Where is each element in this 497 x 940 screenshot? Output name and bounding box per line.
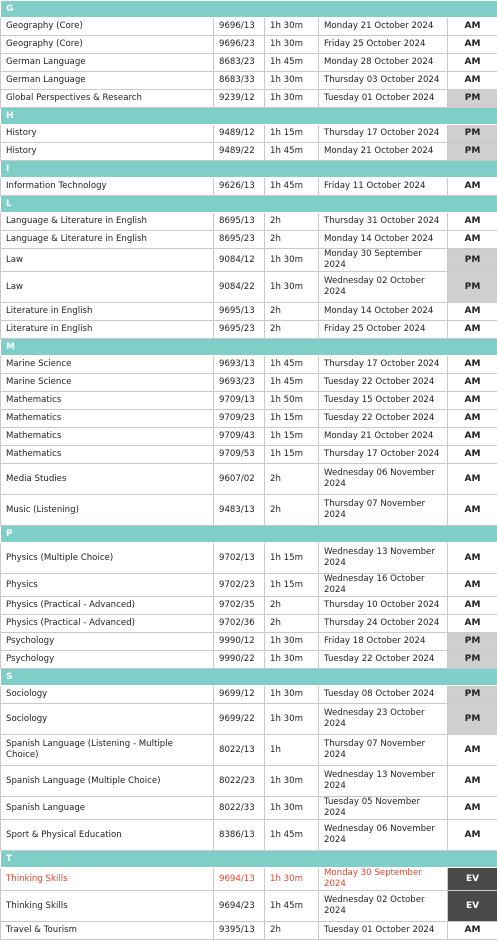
- session-cell: AM: [448, 735, 497, 766]
- session-cell: AM: [448, 72, 497, 90]
- exam-date-cell: Tuesday 22 October 2024: [319, 651, 448, 669]
- subject-cell: Literature in English: [1, 303, 214, 321]
- exam-date-cell: Thursday 07 November 2024: [319, 735, 448, 766]
- component-code-cell: 9084/12: [214, 249, 265, 272]
- component-code-cell: 9709/23: [214, 410, 265, 428]
- subject-cell: Law: [1, 249, 214, 272]
- duration-cell: 1h 45m: [265, 374, 319, 392]
- exam-row: [1, 72, 497, 90]
- exam-row: [1, 90, 497, 108]
- session-cell: AM: [448, 464, 497, 495]
- exam-date-cell: Friday 11 October 2024: [319, 178, 448, 196]
- exam-date-cell: Tuesday 22 October 2024: [319, 374, 448, 392]
- exam-date-cell: Thursday 24 October 2024: [319, 615, 448, 633]
- duration-cell: 1h 30m: [265, 633, 319, 651]
- subject-cell: Law: [1, 272, 214, 303]
- subject-cell: Geography (Core): [1, 18, 214, 36]
- component-code-cell: 9483/13: [214, 495, 265, 526]
- subject-cell: German Language: [1, 72, 214, 90]
- exam-date-cell: Monday 21 October 2024: [319, 143, 448, 161]
- component-code-cell: 8386/13: [214, 820, 265, 851]
- exam-date-cell: Thursday 07 November 2024: [319, 495, 448, 526]
- exam-row: [1, 735, 497, 766]
- component-code-cell: 9990/12: [214, 633, 265, 651]
- subject-cell: History: [1, 125, 214, 143]
- subject-cell: Psychology: [1, 633, 214, 651]
- subject-cell: Marine Science: [1, 356, 214, 374]
- exam-date-cell: Tuesday 22 October 2024: [319, 410, 448, 428]
- exam-date-cell: Wednesday 13 November 2024: [319, 766, 448, 797]
- duration-cell: 1h 45m: [265, 891, 319, 922]
- duration-cell: 2h: [265, 922, 319, 940]
- subject-cell: Language & Literature in English: [1, 231, 214, 249]
- exam-row: [1, 891, 497, 922]
- exam-date-cell: Tuesday 01 October 2024: [319, 90, 448, 108]
- component-code-cell: 9239/12: [214, 90, 265, 108]
- subject-cell: Psychology: [1, 651, 214, 669]
- section-letter: G: [1, 1, 497, 18]
- exam-date-cell: Wednesday 06 November 2024: [319, 820, 448, 851]
- session-cell: AM: [448, 410, 497, 428]
- exam-date-cell: Tuesday 08 October 2024: [319, 686, 448, 704]
- component-code-cell: 9702/36: [214, 615, 265, 633]
- session-cell: AM: [448, 356, 497, 374]
- duration-cell: 1h 50m: [265, 392, 319, 410]
- session-cell: EV: [448, 868, 497, 891]
- subject-cell: Music (Listening): [1, 495, 214, 526]
- component-code-cell: 8683/23: [214, 54, 265, 72]
- session-cell: PM: [448, 90, 497, 108]
- subject-cell: Mathematics: [1, 392, 214, 410]
- exam-row: [1, 615, 497, 633]
- session-cell: AM: [448, 615, 497, 633]
- duration-cell: 2h: [265, 303, 319, 321]
- subject-cell: Physics (Practical - Advanced): [1, 615, 214, 633]
- component-code-cell: 9709/53: [214, 446, 265, 464]
- session-cell: AM: [448, 797, 497, 820]
- subject-cell: Sociology: [1, 686, 214, 704]
- exam-row: [1, 543, 497, 574]
- exam-row: [1, 18, 497, 36]
- exam-date-cell: Thursday 03 October 2024: [319, 72, 448, 90]
- subject-cell: Spanish Language: [1, 797, 214, 820]
- exam-row: [1, 125, 497, 143]
- exam-row: [1, 495, 497, 526]
- session-cell: PM: [448, 633, 497, 651]
- component-code-cell: 9607/02: [214, 464, 265, 495]
- exam-row: [1, 321, 497, 339]
- component-code-cell: 9694/23: [214, 891, 265, 922]
- duration-cell: 1h 30m: [265, 272, 319, 303]
- subject-cell: Mathematics: [1, 428, 214, 446]
- letter-section-header: [1, 1, 497, 18]
- section-letter: H: [1, 108, 497, 125]
- subject-cell: Physics (Multiple Choice): [1, 543, 214, 574]
- exam-date-cell: Friday 18 October 2024: [319, 633, 448, 651]
- session-cell: PM: [448, 686, 497, 704]
- exam-row: [1, 686, 497, 704]
- component-code-cell: 8022/23: [214, 766, 265, 797]
- component-code-cell: 9084/22: [214, 272, 265, 303]
- duration-cell: 1h 30m: [265, 868, 319, 891]
- session-cell: PM: [448, 125, 497, 143]
- subject-cell: Physics (Practical - Advanced): [1, 597, 214, 615]
- exam-date-cell: Wednesday 13 November 2024: [319, 543, 448, 574]
- component-code-cell: 8683/33: [214, 72, 265, 90]
- exam-row: [1, 143, 497, 161]
- component-code-cell: 9696/23: [214, 36, 265, 54]
- session-cell: AM: [448, 495, 497, 526]
- exam-row: [1, 303, 497, 321]
- exam-row: [1, 597, 497, 615]
- session-cell: EV: [448, 891, 497, 922]
- component-code-cell: 9395/13: [214, 922, 265, 940]
- component-code-cell: 9699/22: [214, 704, 265, 735]
- exam-date-cell: Tuesday 05 November 2024: [319, 797, 448, 820]
- exam-row: [1, 704, 497, 735]
- subject-cell: History: [1, 143, 214, 161]
- duration-cell: 1h 45m: [265, 54, 319, 72]
- duration-cell: 1h 30m: [265, 797, 319, 820]
- exam-row: [1, 231, 497, 249]
- exam-date-cell: Thursday 10 October 2024: [319, 597, 448, 615]
- duration-cell: 2h: [265, 464, 319, 495]
- component-code-cell: 9709/43: [214, 428, 265, 446]
- exam-row: [1, 820, 497, 851]
- subject-cell: Geography (Core): [1, 36, 214, 54]
- exam-row: [1, 392, 497, 410]
- duration-cell: 2h: [265, 615, 319, 633]
- exam-date-cell: Monday 28 October 2024: [319, 54, 448, 72]
- exam-date-cell: Thursday 17 October 2024: [319, 125, 448, 143]
- component-code-cell: 9990/22: [214, 651, 265, 669]
- component-code-cell: 9702/23: [214, 574, 265, 597]
- exam-date-cell: Wednesday 16 October 2024: [319, 574, 448, 597]
- session-cell: AM: [448, 820, 497, 851]
- exam-date-cell: Monday 14 October 2024: [319, 303, 448, 321]
- session-cell: PM: [448, 143, 497, 161]
- component-code-cell: 9709/13: [214, 392, 265, 410]
- exam-row: [1, 178, 497, 196]
- component-code-cell: 8022/33: [214, 797, 265, 820]
- duration-cell: 1h 30m: [265, 72, 319, 90]
- session-cell: AM: [448, 18, 497, 36]
- exam-date-cell: Monday 21 October 2024: [319, 428, 448, 446]
- duration-cell: 1h 30m: [265, 18, 319, 36]
- subject-cell: Thinking Skills: [1, 868, 214, 891]
- session-cell: PM: [448, 272, 497, 303]
- subject-cell: Language & Literature in English: [1, 213, 214, 231]
- duration-cell: 1h 15m: [265, 543, 319, 574]
- component-code-cell: 9695/13: [214, 303, 265, 321]
- exam-date-cell: Monday 30 September 2024: [319, 249, 448, 272]
- duration-cell: 1h 45m: [265, 178, 319, 196]
- duration-cell: 1h 30m: [265, 36, 319, 54]
- subject-cell: Media Studies: [1, 464, 214, 495]
- letter-section-header: [1, 161, 497, 178]
- exam-date-cell: Wednesday 23 October 2024: [319, 704, 448, 735]
- duration-cell: 1h 15m: [265, 125, 319, 143]
- exam-date-cell: Tuesday 01 October 2024: [319, 922, 448, 940]
- letter-section-header: [1, 339, 497, 356]
- exam-row: [1, 633, 497, 651]
- session-cell: AM: [448, 597, 497, 615]
- exam-row: [1, 797, 497, 820]
- section-letter: I: [1, 161, 497, 178]
- exam-row: [1, 213, 497, 231]
- component-code-cell: 8695/13: [214, 213, 265, 231]
- timetable-body: [1, 1, 497, 940]
- component-code-cell: 9696/13: [214, 18, 265, 36]
- duration-cell: 1h 15m: [265, 410, 319, 428]
- section-letter: M: [1, 339, 497, 356]
- duration-cell: 1h 30m: [265, 90, 319, 108]
- subject-cell: Information Technology: [1, 178, 214, 196]
- subject-cell: Travel & Tourism: [1, 922, 214, 940]
- subject-cell: Literature in English: [1, 321, 214, 339]
- exam-row: [1, 922, 497, 940]
- exam-date-cell: Wednesday 06 November 2024: [319, 464, 448, 495]
- component-code-cell: 9693/23: [214, 374, 265, 392]
- duration-cell: 1h 45m: [265, 356, 319, 374]
- session-cell: AM: [448, 231, 497, 249]
- exam-date-cell: Monday 30 September 2024: [319, 868, 448, 891]
- component-code-cell: 9695/23: [214, 321, 265, 339]
- exam-date-cell: Thursday 17 October 2024: [319, 356, 448, 374]
- duration-cell: 2h: [265, 231, 319, 249]
- session-cell: AM: [448, 303, 497, 321]
- subject-cell: Marine Science: [1, 374, 214, 392]
- session-cell: AM: [448, 766, 497, 797]
- session-cell: AM: [448, 392, 497, 410]
- subject-cell: German Language: [1, 54, 214, 72]
- duration-cell: 1h 30m: [265, 704, 319, 735]
- duration-cell: 1h 30m: [265, 686, 319, 704]
- subject-cell: Sport & Physical Education: [1, 820, 214, 851]
- exam-row: [1, 868, 497, 891]
- duration-cell: 1h 15m: [265, 574, 319, 597]
- session-cell: AM: [448, 36, 497, 54]
- duration-cell: 1h 15m: [265, 446, 319, 464]
- session-cell: PM: [448, 651, 497, 669]
- section-letter: S: [1, 669, 497, 686]
- exam-row: [1, 356, 497, 374]
- letter-section-header: [1, 526, 497, 543]
- component-code-cell: 9702/35: [214, 597, 265, 615]
- session-cell: AM: [448, 543, 497, 574]
- exam-row: [1, 428, 497, 446]
- exam-row: [1, 464, 497, 495]
- duration-cell: 1h: [265, 735, 319, 766]
- session-cell: AM: [448, 213, 497, 231]
- subject-cell: Thinking Skills: [1, 891, 214, 922]
- letter-section-header: [1, 669, 497, 686]
- exam-date-cell: Friday 25 October 2024: [319, 321, 448, 339]
- component-code-cell: 9694/13: [214, 868, 265, 891]
- component-code-cell: 8022/13: [214, 735, 265, 766]
- duration-cell: 1h 30m: [265, 766, 319, 797]
- letter-section-header: [1, 108, 497, 125]
- exam-date-cell: Thursday 31 October 2024: [319, 213, 448, 231]
- exam-date-cell: Tuesday 15 October 2024: [319, 392, 448, 410]
- session-cell: AM: [448, 54, 497, 72]
- exam-row: [1, 54, 497, 72]
- exam-date-cell: Monday 14 October 2024: [319, 231, 448, 249]
- duration-cell: 1h 45m: [265, 820, 319, 851]
- exam-row: [1, 36, 497, 54]
- exam-row: [1, 574, 497, 597]
- subject-cell: Sociology: [1, 704, 214, 735]
- session-cell: AM: [448, 321, 497, 339]
- duration-cell: 2h: [265, 321, 319, 339]
- exam-row: [1, 272, 497, 303]
- exam-date-cell: Monday 21 October 2024: [319, 18, 448, 36]
- section-letter: P: [1, 526, 497, 543]
- duration-cell: 2h: [265, 213, 319, 231]
- subject-cell: Spanish Language (Multiple Choice): [1, 766, 214, 797]
- exam-date-cell: Wednesday 02 October 2024: [319, 272, 448, 303]
- session-cell: AM: [448, 428, 497, 446]
- exam-date-cell: Thursday 17 October 2024: [319, 446, 448, 464]
- subject-cell: Spanish Language (Listening - Multiple Choice): [1, 735, 214, 766]
- component-code-cell: 8695/23: [214, 231, 265, 249]
- letter-section-header: [1, 196, 497, 213]
- component-code-cell: 9489/12: [214, 125, 265, 143]
- session-cell: AM: [448, 374, 497, 392]
- subject-cell: Physics: [1, 574, 214, 597]
- duration-cell: 1h 15m: [265, 428, 319, 446]
- session-cell: AM: [448, 574, 497, 597]
- component-code-cell: 9489/22: [214, 143, 265, 161]
- subject-cell: Mathematics: [1, 410, 214, 428]
- duration-cell: 1h 30m: [265, 651, 319, 669]
- exam-row: [1, 766, 497, 797]
- session-cell: AM: [448, 446, 497, 464]
- exam-date-cell: Friday 25 October 2024: [319, 36, 448, 54]
- session-cell: PM: [448, 249, 497, 272]
- subject-cell: Global Perspectives & Research: [1, 90, 214, 108]
- session-cell: AM: [448, 922, 497, 940]
- component-code-cell: 9626/13: [214, 178, 265, 196]
- duration-cell: 1h 30m: [265, 249, 319, 272]
- exam-row: [1, 374, 497, 392]
- exam-date-cell: Wednesday 02 October 2024: [319, 891, 448, 922]
- duration-cell: 1h 45m: [265, 143, 319, 161]
- section-letter: L: [1, 196, 497, 213]
- duration-cell: 2h: [265, 495, 319, 526]
- exam-row: [1, 651, 497, 669]
- letter-section-header: [1, 851, 497, 868]
- component-code-cell: 9699/12: [214, 686, 265, 704]
- session-cell: AM: [448, 178, 497, 196]
- exam-row: [1, 410, 497, 428]
- component-code-cell: 9702/13: [214, 543, 265, 574]
- duration-cell: 2h: [265, 597, 319, 615]
- section-letter: T: [1, 851, 497, 868]
- subject-cell: Mathematics: [1, 446, 214, 464]
- exam-row: [1, 446, 497, 464]
- component-code-cell: 9693/13: [214, 356, 265, 374]
- session-cell: PM: [448, 704, 497, 735]
- exam-row: [1, 249, 497, 272]
